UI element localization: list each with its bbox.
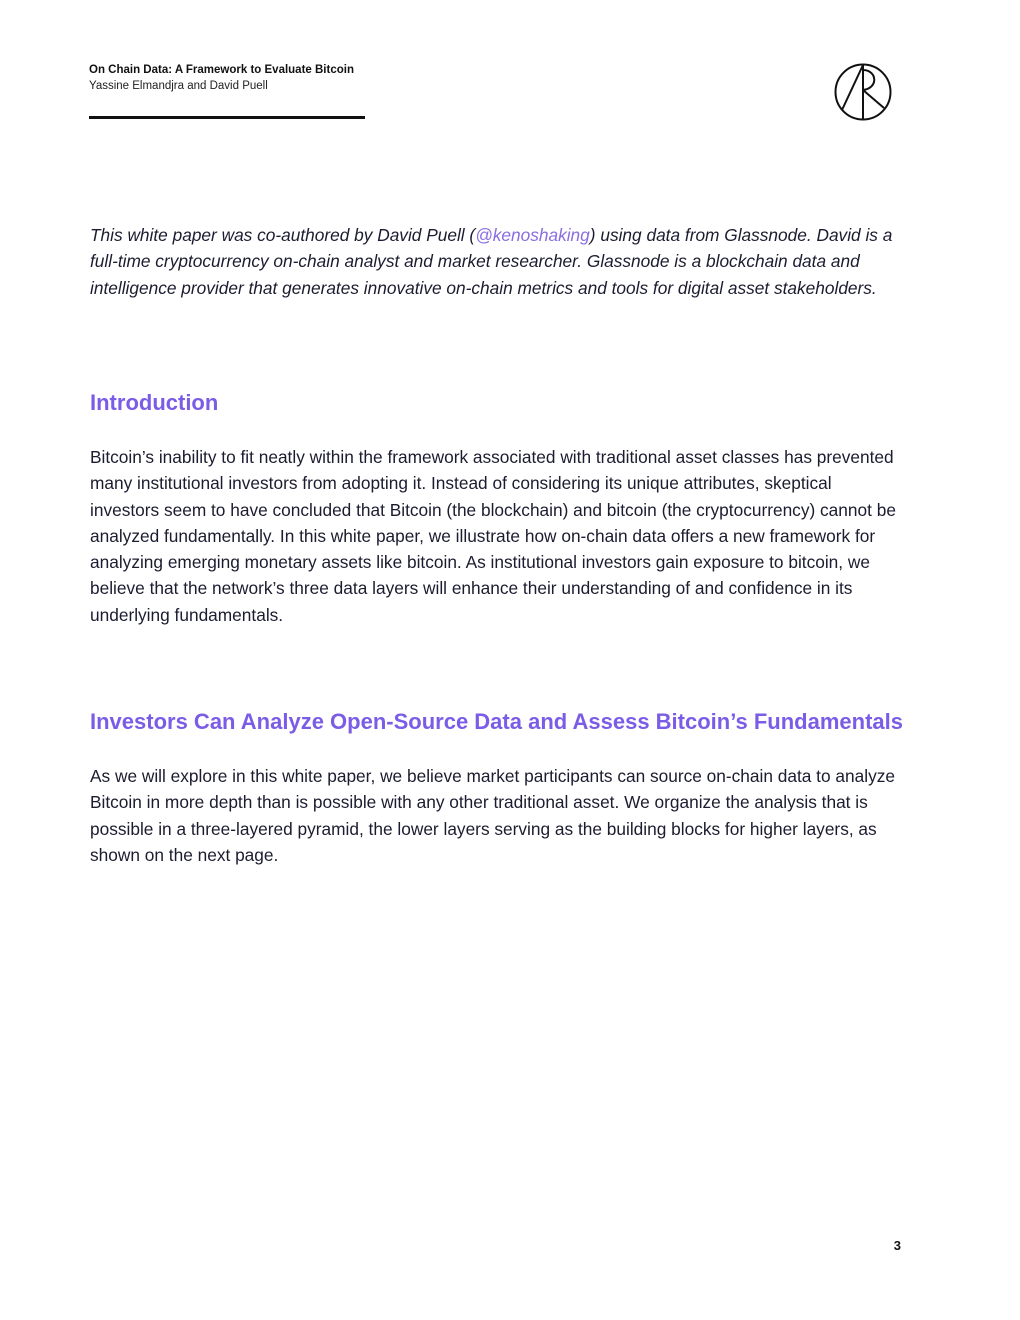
ark-monogram-icon xyxy=(833,62,893,122)
investors-heading: Investors Can Analyze Open-Source Data and Assess Bitcoin’s Fundamentals xyxy=(90,709,904,734)
coauthor-note-lead: This white paper was co-authored by David Puell ( xyxy=(90,225,476,245)
coauthor-note xyxy=(90,222,905,301)
page-number: 3 xyxy=(893,1238,901,1253)
document-header xyxy=(89,62,365,94)
page-content xyxy=(90,222,905,865)
document-title: On Chain Data: A Framework to Evaluate Bitcoin xyxy=(89,64,354,76)
document-authors: Yassine Elmandjra and David Puell xyxy=(89,80,268,92)
header-divider xyxy=(89,116,365,119)
kenoshaking-link[interactable]: @kenoshaking xyxy=(475,225,590,245)
coauthor-note-tail: ) using data from Glassnode. David is a full-time cryptocurrency on-chain analyst and market researcher. Glassnode is a blockchain data and intelligence provider that generates innovative on-chain metrics and tools for digital asset stakeholders. xyxy=(90,225,893,298)
investors-paragraph: As we will explore in this white paper, we believe market participants can source on-chain data to analyze Bitcoin in more depth than is possible with any other traditional asset. We organize the analysis that is possible in a three-layered pyramid, the lower layers serving as the building blocks for higher layers, as shown on the next page. xyxy=(90,766,895,865)
introduction-paragraph: Bitcoin’s inability to fit neatly within the framework associated with traditional asset classes has prevented many institutional investors from adopting it. Instead of considering its unique attributes, skeptical investors seem to have concluded that Bitcoin (the blockchain) and bitcoin (the cryptocurrency) cannot be analyzed fundamentally. In this white paper, we illustrate how on-chain data offers a new framework for analyzing emerging monetary assets like bitcoin. As institutional investors gain exposure to bitcoin, we believe that the network’s three data layers will enhance their understanding of and confidence in its underlying fundamentals. xyxy=(90,447,896,625)
introduction-heading: Introduction xyxy=(90,390,219,415)
